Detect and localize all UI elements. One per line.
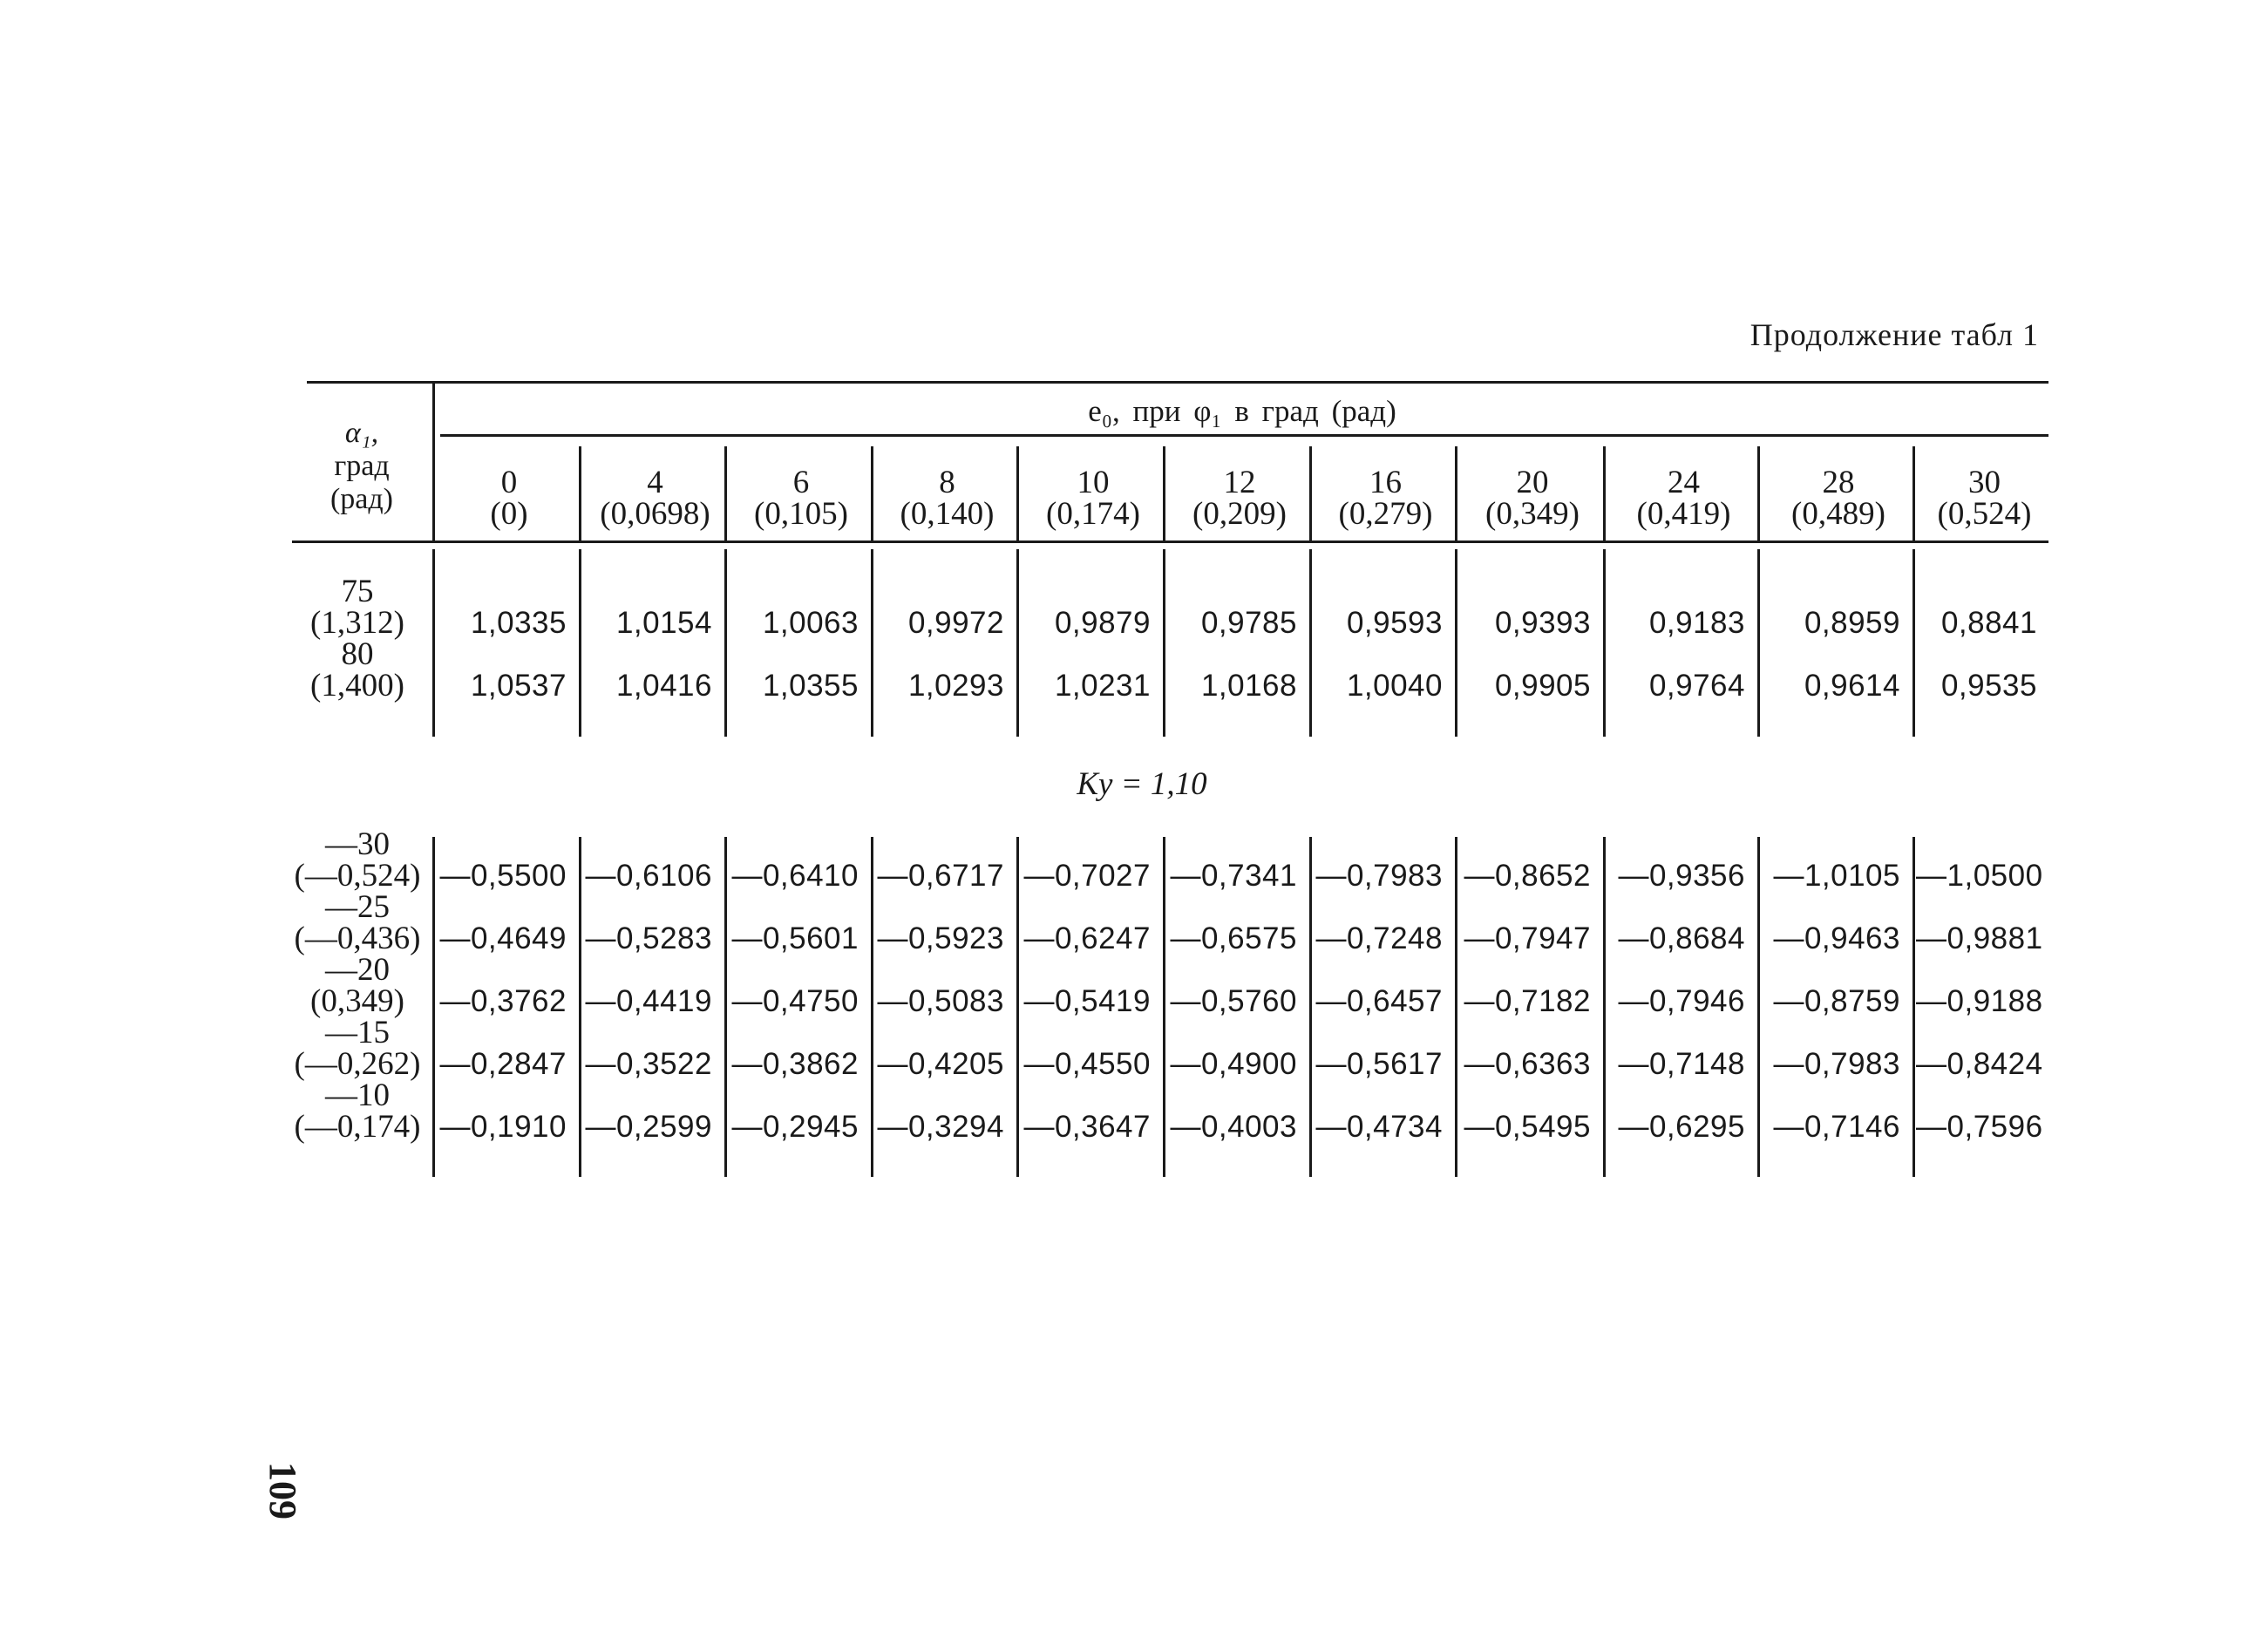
table-cell: 1,0063: [762, 606, 859, 640]
table-cell: —0,3522: [585, 1047, 712, 1081]
table-cell: —0,4550: [1023, 1047, 1151, 1081]
table-cell: —0,5760: [1170, 984, 1297, 1018]
table-cell: 0,9879: [1054, 606, 1151, 640]
ky-subheading: Kу = 1,10: [1077, 766, 1207, 802]
table-cell: —0,7947: [1464, 921, 1591, 955]
table-cell: —0,5923: [877, 921, 1004, 955]
row-label-deg: 75: [341, 574, 374, 609]
table-cell: 0,9535: [1940, 669, 2037, 703]
column-separator: [1912, 446, 1915, 540]
table-cell: —0,5419: [1023, 984, 1151, 1018]
table-cell: 1,0154: [615, 606, 712, 640]
table-cell: —0,3862: [731, 1047, 859, 1081]
column-header-rad: (0,0698): [600, 496, 710, 532]
column-separator: [1603, 549, 1606, 737]
table-cell: —0,5601: [731, 921, 859, 955]
table-cell: 0,9764: [1648, 669, 1745, 703]
table-cell: 1,0335: [470, 606, 567, 640]
table-cell: —0,9463: [1773, 921, 1900, 955]
table-cell: —0,4205: [877, 1047, 1004, 1081]
row-label-deg: —10: [325, 1078, 390, 1113]
column-separator: [724, 549, 727, 737]
table-cell: —0,5500: [439, 859, 567, 893]
row-label-rad: (1,312): [310, 605, 404, 641]
table-cell: —0,3647: [1023, 1110, 1151, 1144]
column-separator: [1163, 446, 1165, 540]
table-caption: Продолжение табл 1: [1749, 317, 2039, 352]
table-cell: —0,9188: [1916, 984, 2043, 1018]
row-label-rad: (—0,524): [294, 858, 421, 894]
column-header-deg: 28: [1822, 465, 1855, 500]
column-separator: [1757, 549, 1760, 737]
column-separator: [1309, 837, 1312, 1177]
column-separator: [579, 549, 581, 737]
table-top-rule: [307, 381, 2048, 384]
column-separator: [724, 837, 727, 1177]
table-cell: —0,5495: [1464, 1110, 1591, 1144]
table-cell: —0,4419: [585, 984, 712, 1018]
table-cell: —0,7596: [1916, 1110, 2043, 1144]
table-cell: —1,0500: [1916, 859, 2043, 893]
column-separator: [432, 549, 435, 737]
column-header-rad: (0,209): [1192, 496, 1287, 532]
table-cell: —0,7341: [1170, 859, 1297, 893]
row-label-rad: (1,400): [310, 668, 404, 704]
column-separator: [579, 446, 581, 540]
column-separator: [1757, 837, 1760, 1177]
table-cell: 0,9183: [1648, 606, 1745, 640]
table-cell: —0,7248: [1315, 921, 1443, 955]
column-header-rad: (0,489): [1791, 496, 1885, 532]
table-cell: —0,4003: [1170, 1110, 1297, 1144]
column-header-deg: 20: [1516, 465, 1549, 500]
column-separator: [871, 837, 873, 1177]
table-cell: —1,0105: [1773, 859, 1900, 893]
column-header-rad: (0,105): [754, 496, 848, 532]
alpha-symbol: α₁,: [344, 417, 379, 449]
table-cell: —0,6295: [1618, 1110, 1745, 1144]
column-separator: [1603, 837, 1606, 1177]
table-cell: —0,7148: [1618, 1047, 1745, 1081]
column-separator: [1309, 549, 1312, 737]
column-header-rad: (0,279): [1338, 496, 1433, 532]
column-separator: [1455, 837, 1457, 1177]
table-cell: —0,6717: [877, 859, 1004, 893]
table-cell: —0,6106: [585, 859, 712, 893]
table-cell: —0,6247: [1023, 921, 1151, 955]
table-cell: 1,0416: [615, 669, 712, 703]
alpha-unit-rad: (рад): [330, 483, 394, 515]
column-header-rad: (0,349): [1485, 496, 1580, 532]
column-header-deg: 16: [1369, 465, 1402, 500]
column-header-rad: (0,140): [900, 496, 995, 532]
table-cell: —0,8684: [1618, 921, 1745, 955]
table-cell: 1,0168: [1200, 669, 1297, 703]
column-header-deg: 6: [792, 465, 810, 500]
column-separator: [1603, 446, 1606, 540]
column-separator: [1309, 446, 1312, 540]
alpha-column-header: [296, 417, 427, 516]
table-cell: —0,8424: [1916, 1047, 2043, 1081]
table-cell: 1,0293: [907, 669, 1004, 703]
column-separator: [1912, 549, 1915, 737]
column-separator: [432, 837, 435, 1177]
table-cell: —0,2945: [731, 1110, 859, 1144]
column-header-rad: (0,524): [1937, 496, 2032, 532]
table-cell: 0,8959: [1804, 606, 1900, 640]
column-header-deg: 10: [1077, 465, 1110, 500]
column-separator: [871, 446, 873, 540]
table-cell: —0,3762: [439, 984, 567, 1018]
column-separator: [1163, 549, 1165, 737]
column-header-rad: (0): [490, 496, 528, 532]
table-cell: 0,9905: [1494, 669, 1591, 703]
table-cell: —0,3294: [877, 1110, 1004, 1144]
table-cell: —0,1910: [439, 1110, 567, 1144]
row-label-deg: —30: [325, 826, 390, 862]
column-separator: [432, 384, 435, 540]
column-separator: [1757, 446, 1760, 540]
alpha-unit-deg: град: [334, 450, 390, 482]
row-label-rad: (0,349): [310, 983, 404, 1019]
row-label-deg: 80: [341, 636, 374, 672]
column-separator: [724, 446, 727, 540]
table-cell: 1,0355: [762, 669, 859, 703]
column-header-rad: (0,419): [1636, 496, 1731, 532]
column-header-deg: 0: [500, 465, 518, 500]
table-cell: —0,6575: [1170, 921, 1297, 955]
table-cell: 0,9972: [907, 606, 1004, 640]
table-cell: —0,9356: [1618, 859, 1745, 893]
column-header-deg: 8: [939, 465, 955, 500]
column-separator: [1912, 837, 1915, 1177]
table-cell: —0,7946: [1618, 984, 1745, 1018]
table-cell: —0,6457: [1315, 984, 1443, 1018]
table-cell: —0,9881: [1916, 921, 2043, 955]
table-cell: —0,4900: [1170, 1047, 1297, 1081]
table-cell: —0,5283: [585, 921, 712, 955]
column-header-deg: 24: [1668, 465, 1700, 500]
row-label-rad: (—0,174): [294, 1109, 421, 1145]
table-cell: 1,0231: [1054, 669, 1151, 703]
table-cell: 0,8841: [1940, 606, 2037, 640]
table-cell: —0,7182: [1464, 984, 1591, 1018]
table-cell: —0,7146: [1773, 1110, 1900, 1144]
table-cell: —0,6363: [1464, 1047, 1591, 1081]
column-separator: [1016, 837, 1019, 1177]
header-span-rule: [440, 434, 2048, 437]
table-cell: 0,9785: [1200, 606, 1297, 640]
column-separator: [1455, 549, 1457, 737]
table-cell: —0,4649: [439, 921, 567, 955]
table-cell: —0,5083: [877, 984, 1004, 1018]
column-separator: [871, 549, 873, 737]
row-label-deg: —20: [325, 952, 390, 988]
table-cell: 0,9614: [1804, 669, 1900, 703]
header-bottom-rule: [292, 540, 2048, 543]
row-label-deg: —25: [325, 889, 390, 925]
table-cell: —0,7027: [1023, 859, 1151, 893]
table-cell: —0,7983: [1315, 859, 1443, 893]
column-separator: [1455, 446, 1457, 540]
row-label-deg: —15: [325, 1015, 390, 1050]
table-cell: —0,6410: [731, 859, 859, 893]
row-label-rad: (—0,262): [294, 1046, 421, 1082]
column-header-deg: 12: [1223, 465, 1256, 500]
table-cell: —0,7983: [1773, 1047, 1900, 1081]
column-header-rad: (0,174): [1046, 496, 1140, 532]
table-cell: 0,9593: [1346, 606, 1443, 640]
table-cell: —0,2847: [439, 1047, 567, 1081]
table-cell: —0,5617: [1315, 1047, 1443, 1081]
e0-span-header: e₀, при φ₁ в град (рад): [1088, 394, 1396, 428]
column-separator: [1016, 446, 1019, 540]
column-separator: [1016, 549, 1019, 737]
column-header-deg: 30: [1968, 465, 2001, 500]
table-cell: —0,4750: [731, 984, 859, 1018]
column-separator: [1163, 837, 1165, 1177]
table-cell: 1,0040: [1346, 669, 1443, 703]
page-number: 109: [262, 1462, 304, 1519]
table-cell: —0,2599: [585, 1110, 712, 1144]
row-label-rad: (—0,436): [294, 921, 421, 956]
table-cell: —0,8759: [1773, 984, 1900, 1018]
table-cell: 1,0537: [470, 669, 567, 703]
table-cell: —0,8652: [1464, 859, 1591, 893]
column-separator: [579, 837, 581, 1177]
table-cell: 0,9393: [1494, 606, 1591, 640]
column-header-deg: 4: [647, 465, 663, 500]
table-cell: —0,4734: [1315, 1110, 1443, 1144]
